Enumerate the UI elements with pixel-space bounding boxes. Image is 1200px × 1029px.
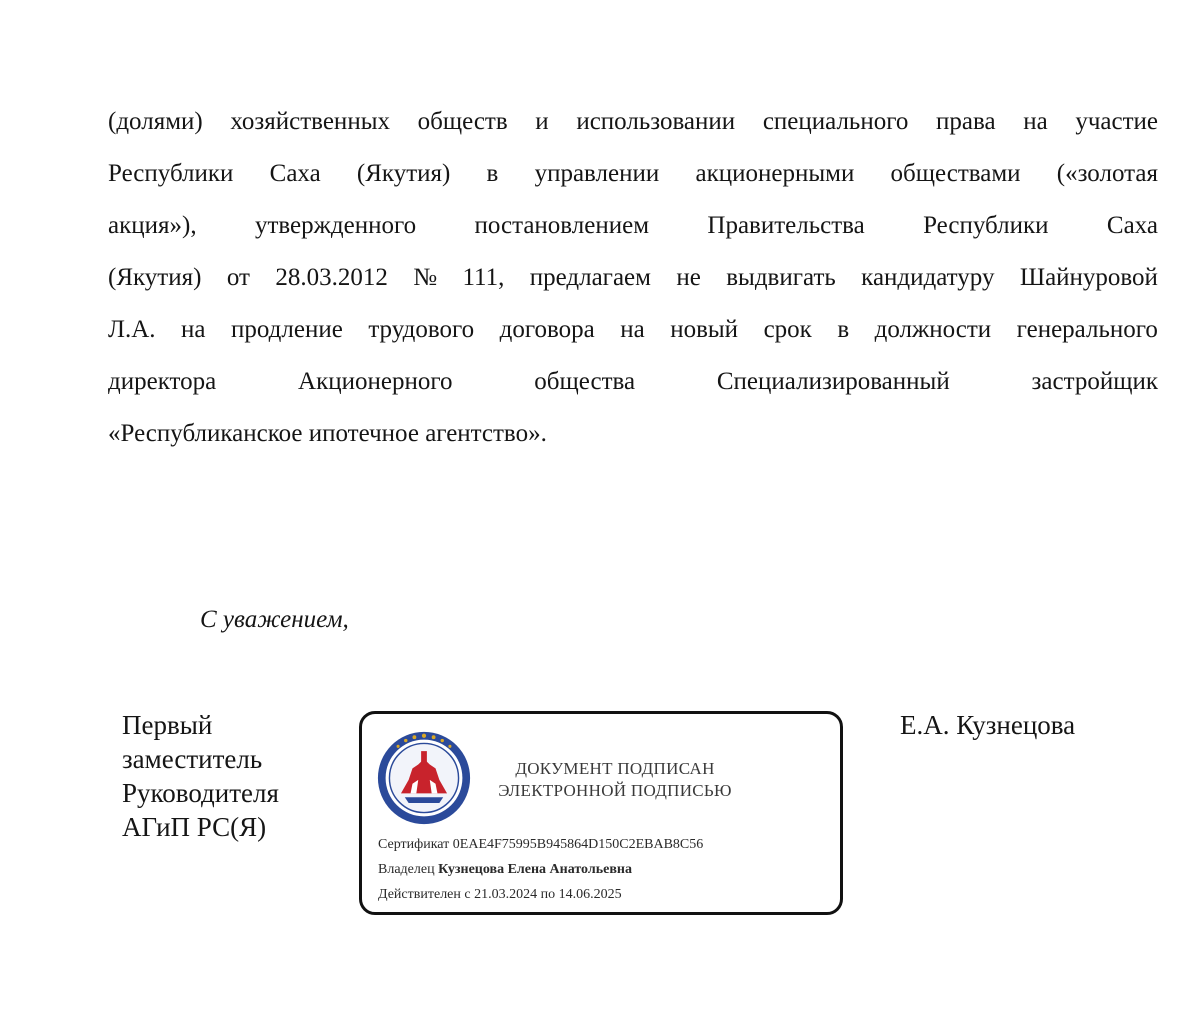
electronic-signature-stamp bbox=[359, 711, 843, 915]
body-word: обществ bbox=[417, 108, 508, 135]
signatory-position bbox=[122, 708, 352, 844]
stamp-heading bbox=[480, 758, 750, 802]
body-word: Республики bbox=[108, 160, 234, 187]
body-word: участие bbox=[1075, 108, 1158, 135]
body-word: срок bbox=[763, 316, 812, 343]
closing-salutation: С уважением, bbox=[200, 606, 349, 633]
body-word: кандидатуру bbox=[861, 264, 995, 291]
body-word: управлении bbox=[534, 160, 660, 187]
certificate-value: 0EAE4F75995B945864D150C2EBAB8C56 bbox=[452, 837, 704, 852]
certificate-row bbox=[378, 832, 838, 857]
body-word: застройщик bbox=[1031, 368, 1158, 395]
position-line: Первый bbox=[122, 710, 213, 740]
body-line-last: «Республиканское ипотечное агентство». bbox=[108, 420, 547, 447]
body-word: права bbox=[936, 108, 996, 135]
body-word: хозяйственных bbox=[230, 108, 390, 135]
position-line: заместитель bbox=[122, 744, 263, 774]
body-word: выдвигать bbox=[726, 264, 836, 291]
body-word: на bbox=[620, 316, 645, 343]
body-word: не bbox=[676, 264, 701, 291]
validity-to-prefix: по bbox=[540, 887, 556, 902]
body-word: 111, bbox=[462, 264, 505, 291]
body-word: обществами bbox=[890, 160, 1021, 187]
body-word: в bbox=[837, 316, 850, 343]
owner-row bbox=[378, 857, 838, 882]
body-word: (долями) bbox=[108, 108, 203, 135]
body-line bbox=[108, 252, 1158, 304]
body-word: использовании bbox=[576, 108, 736, 135]
body-line bbox=[108, 356, 1158, 408]
body-word: постановлением bbox=[474, 212, 650, 239]
body-word: должности bbox=[874, 316, 992, 343]
body-word: на bbox=[1023, 108, 1048, 135]
body-word: генерального bbox=[1016, 316, 1158, 343]
body-line bbox=[108, 200, 1158, 252]
body-word: от bbox=[226, 264, 250, 291]
body-word: утвержденного bbox=[254, 212, 417, 239]
validity-label: Действителен bbox=[378, 887, 461, 902]
body-word: в bbox=[486, 160, 499, 187]
body-word: Акционерного bbox=[298, 368, 453, 395]
signatory-name: Е.А. Кузнецова bbox=[900, 710, 1076, 740]
validity-to: 14.06.2025 bbox=[558, 887, 622, 902]
body-line bbox=[108, 96, 1158, 148]
stamp-heading-line: ЭЛЕКТРОННОЙ ПОДПИСЬЮ bbox=[498, 781, 732, 800]
validity-from: 21.03.2024 bbox=[474, 887, 538, 902]
position-line: Руководителя bbox=[122, 778, 279, 808]
owner-value: Кузнецова Елена Анатольевна bbox=[438, 862, 632, 877]
body-word: № bbox=[413, 264, 438, 291]
body-word: продление bbox=[231, 316, 343, 343]
body-word: Шайнуровой bbox=[1019, 264, 1158, 291]
body-line bbox=[108, 304, 1158, 356]
owner-label: Владелец bbox=[378, 862, 435, 877]
body-word: и bbox=[535, 108, 549, 135]
body-word: (Якутия) bbox=[356, 160, 451, 187]
body-word: новый bbox=[670, 316, 739, 343]
body-line bbox=[108, 148, 1158, 200]
body-word: Специализированный bbox=[716, 368, 950, 395]
body-word: специального bbox=[762, 108, 909, 135]
letter-body bbox=[108, 96, 1158, 460]
body-word: («золотая bbox=[1056, 160, 1158, 187]
certificate-label: Сертификат bbox=[378, 837, 450, 852]
body-word: договора bbox=[499, 316, 595, 343]
body-word: Саха bbox=[1106, 212, 1158, 239]
validity-row bbox=[378, 882, 838, 907]
body-word: общества bbox=[534, 368, 636, 395]
body-word: Л.А. bbox=[108, 316, 156, 343]
body-word: директора bbox=[108, 368, 217, 395]
body-word: акционерными bbox=[695, 160, 855, 187]
position-line: АГиП РС(Я) bbox=[122, 812, 267, 842]
body-word: Правительства bbox=[707, 212, 865, 239]
validity-from-prefix: с bbox=[464, 887, 471, 902]
coat-of-arms-icon bbox=[376, 730, 472, 826]
body-word: трудового bbox=[368, 316, 475, 343]
body-word: Саха bbox=[269, 160, 321, 187]
body-word: предлагаем bbox=[529, 264, 651, 291]
stamp-details bbox=[378, 832, 838, 907]
stamp-heading-line: ДОКУМЕНТ ПОДПИСАН bbox=[515, 759, 715, 778]
body-word: (Якутия) bbox=[108, 264, 202, 291]
body-word: на bbox=[181, 316, 206, 343]
body-word: акция»), bbox=[108, 212, 197, 239]
body-word: Республики bbox=[923, 212, 1049, 239]
body-word: 28.03.2012 bbox=[275, 264, 388, 291]
